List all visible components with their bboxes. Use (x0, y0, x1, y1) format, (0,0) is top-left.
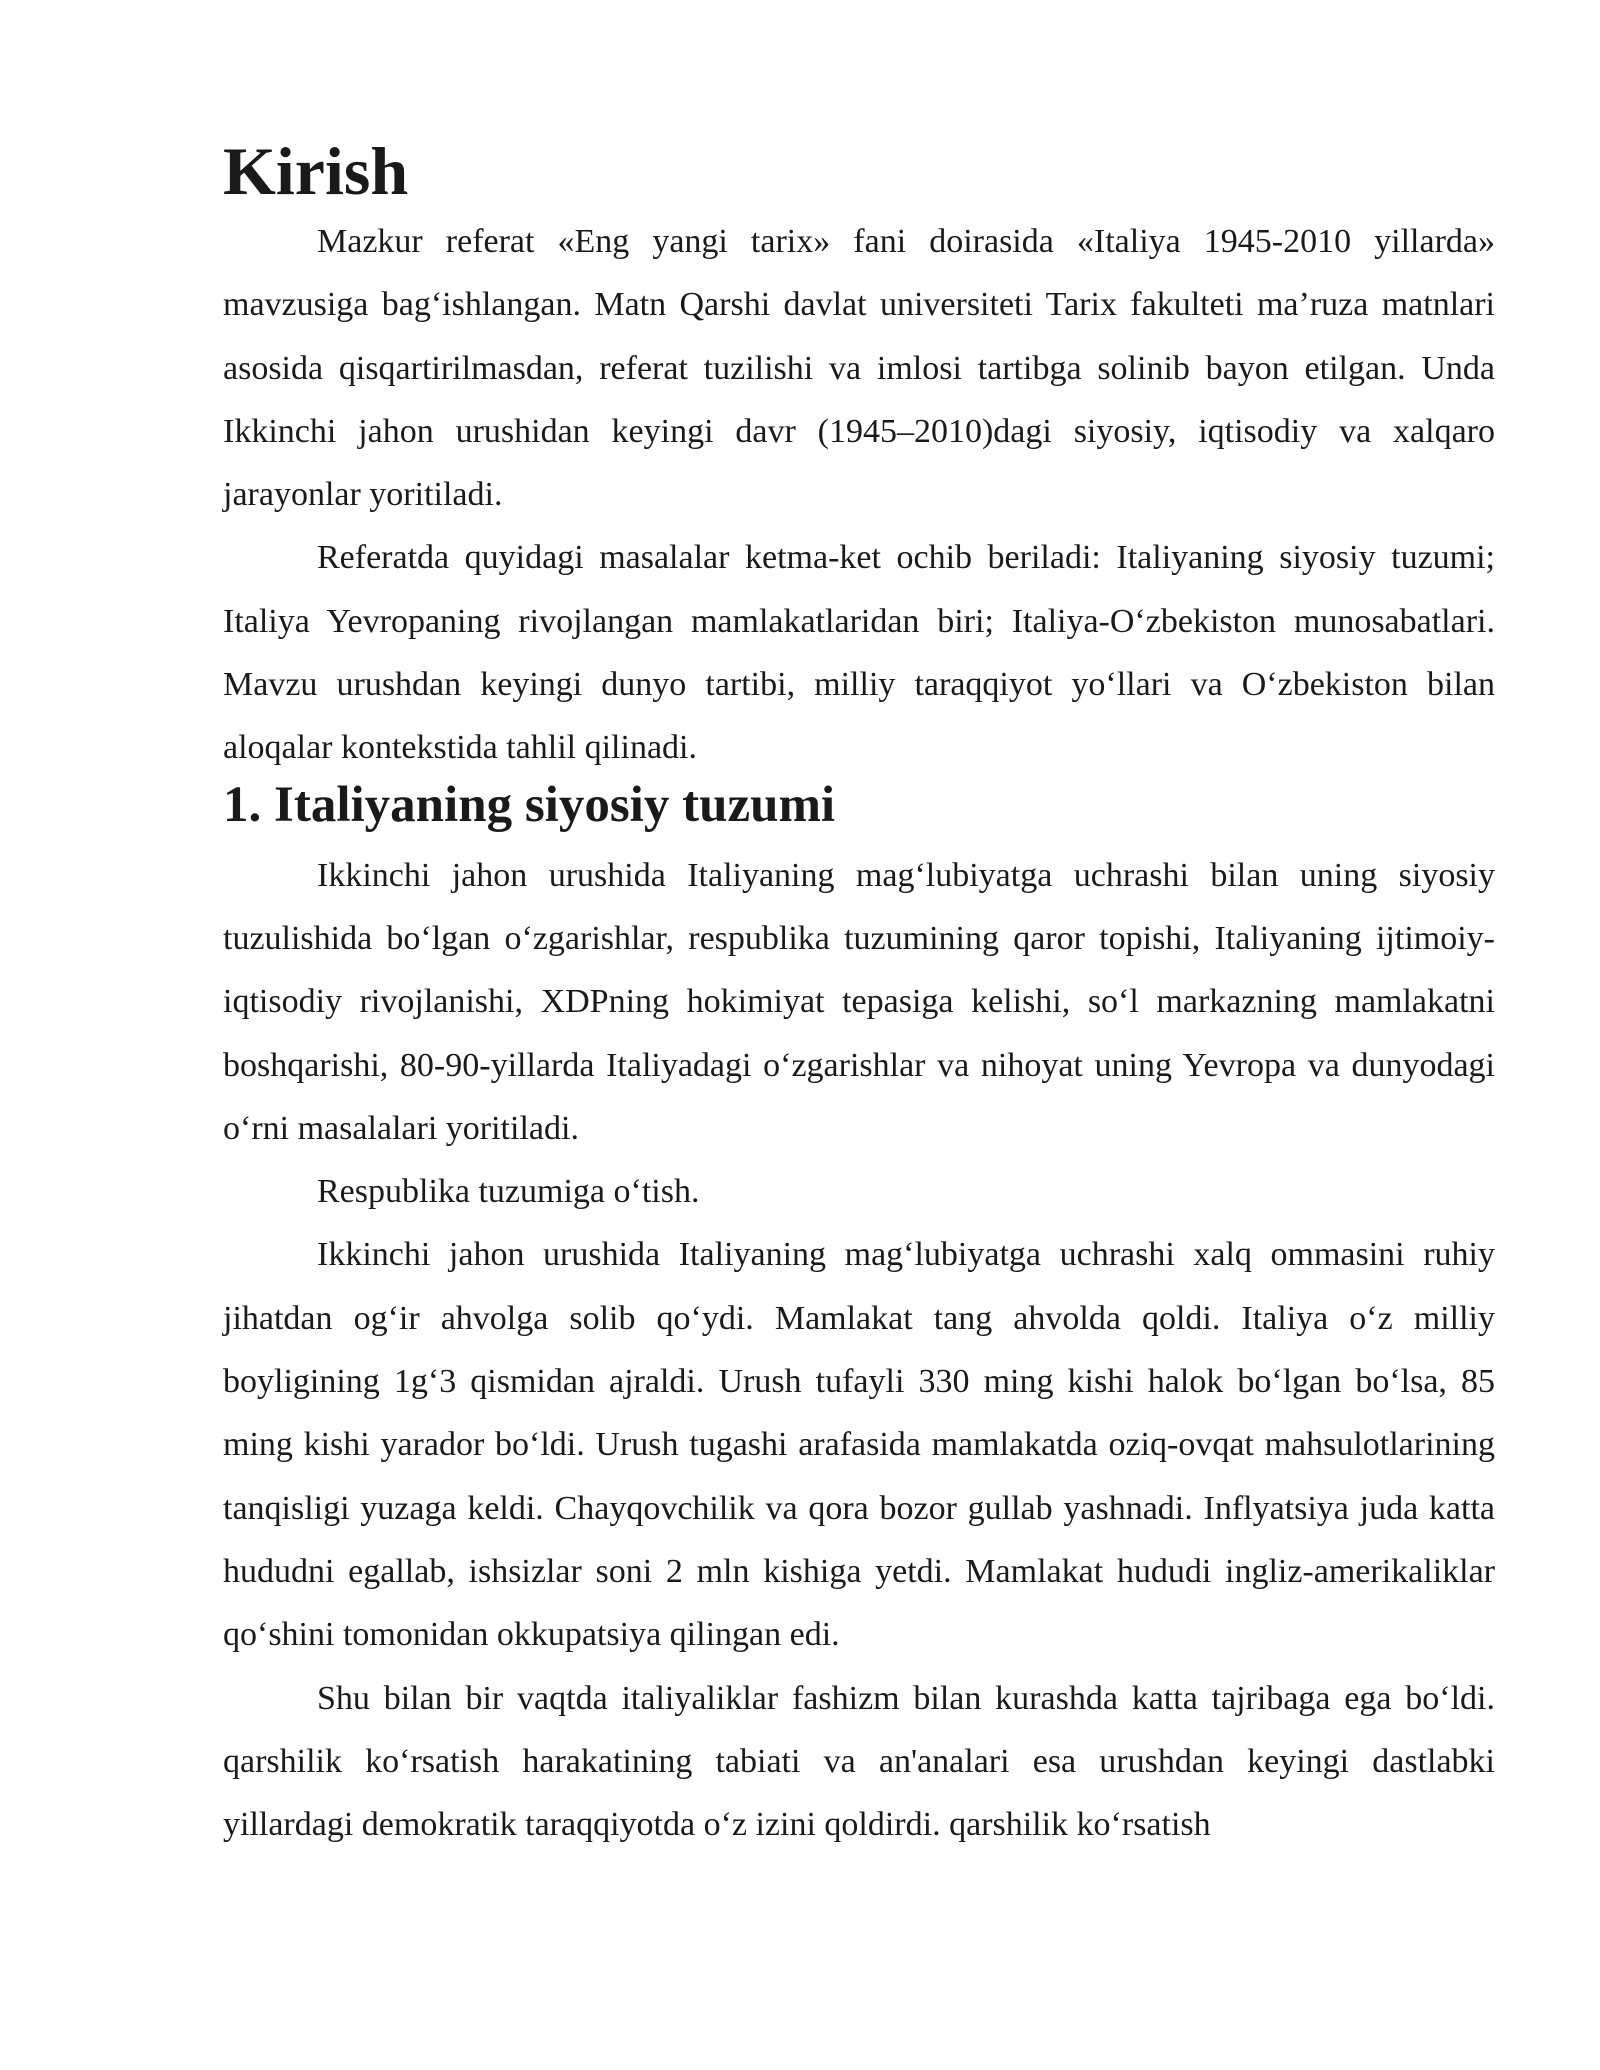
intro-heading: Kirish (223, 133, 409, 209)
section-1-heading: 1. Italiyaning siyosiy tuzumi (223, 776, 836, 833)
section-1-paragraph-1: Ikkinchi jahon urushida Italiyaning mag‘lubiyatga uchrashi bilan uning siyosiy tuzulishida bo‘lgan o‘zgarishlar, respublika tuzumining qaror topishi, Italiyaning ijtimoiy-iqtisodiy rivojlanishi, XDPning hokimiyat tepasiga kelishi, so‘l markazning mamlakatni boshqarishi, 80-90-yillarda Italiyadagi o‘zgarishlar va nihoyat uning Yevropa va dunyodagi o‘rni masalalari yoritiladi. (223, 856, 1495, 1147)
intro-paragraph-1: Mazkur referat «Eng yangi tarix» fani doirasida «Italiya 1945-2010 yillarda» mavzusiga bag‘ishlangan. Matn Qarshi davlat universiteti Tarix fakulteti ma’ruza matnlari asosida qisqartirilmasdan, referat tuzilishi va imlosi tartibga solinib bayon etilgan. Unda Ikkinchi jahon urushidan keyingi davr (1945–2010)dagi siyosiy, iqtisodiy va xalqaro jarayonlar yoritiladi. (223, 223, 1495, 514)
section-1-subheading: Respublika tuzumiga o‘tish. (317, 1173, 700, 1211)
section-1-paragraph-3: Shu bilan bir vaqtda italiyaliklar fashizm bilan kurashda katta tajribaga ega bo‘ldi. qarshilik ko‘rsatish harakatining tabiati va an'analari esa urushdan keyingi dastlabki yillardagi demokratik taraqqiyotda o‘z izini qoldirdi. qarshilik ko‘rsatish (223, 1679, 1495, 1844)
document-body (223, 133, 1495, 1856)
intro-paragraph-2: Referatda quyidagi masalalar ketma-ket ochib beriladi: Italiyaning siyosiy tuzumi; Italiya Yevropaning rivojlangan mamlakatlaridan biri; Italiya-O‘zbekiston munosabatlari. Mavzu urushdan keyingi dunyo tartibi, milliy taraqqiyot yo‘llari va O‘zbekiston bilan aloqalar kontekstida tahlil qilinadi. (223, 539, 1495, 767)
section-1-paragraph-2: Ikkinchi jahon urushida Italiyaning mag‘lubiyatga uchrashi xalq ommasini ruhiy jihatdan og‘ir ahvolga solib qo‘ydi. Mamlakat tang ahvolda qoldi. Italiya o‘z milliy boyligining 1g‘3 qismidan ajraldi. Urush tufayli 330 ming kishi halok bo‘lgan bo‘lsa, 85 ming kishi yarador bo‘ldi. Urush tugashi arafasida mamlakatda oziq-ovqat mahsulotlarining tanqisligi yuzaga keldi. Chayqovchilik va qora bozor gullab yashnadi. Inflyatsiya juda katta hududni egallab, ishsizlar soni 2 mln kishiga yetdi. Mamlakat hududi ingliz-amerikaliklar qo‘shini tomonidan okkupatsiya qilingan edi. (223, 1236, 1495, 1654)
